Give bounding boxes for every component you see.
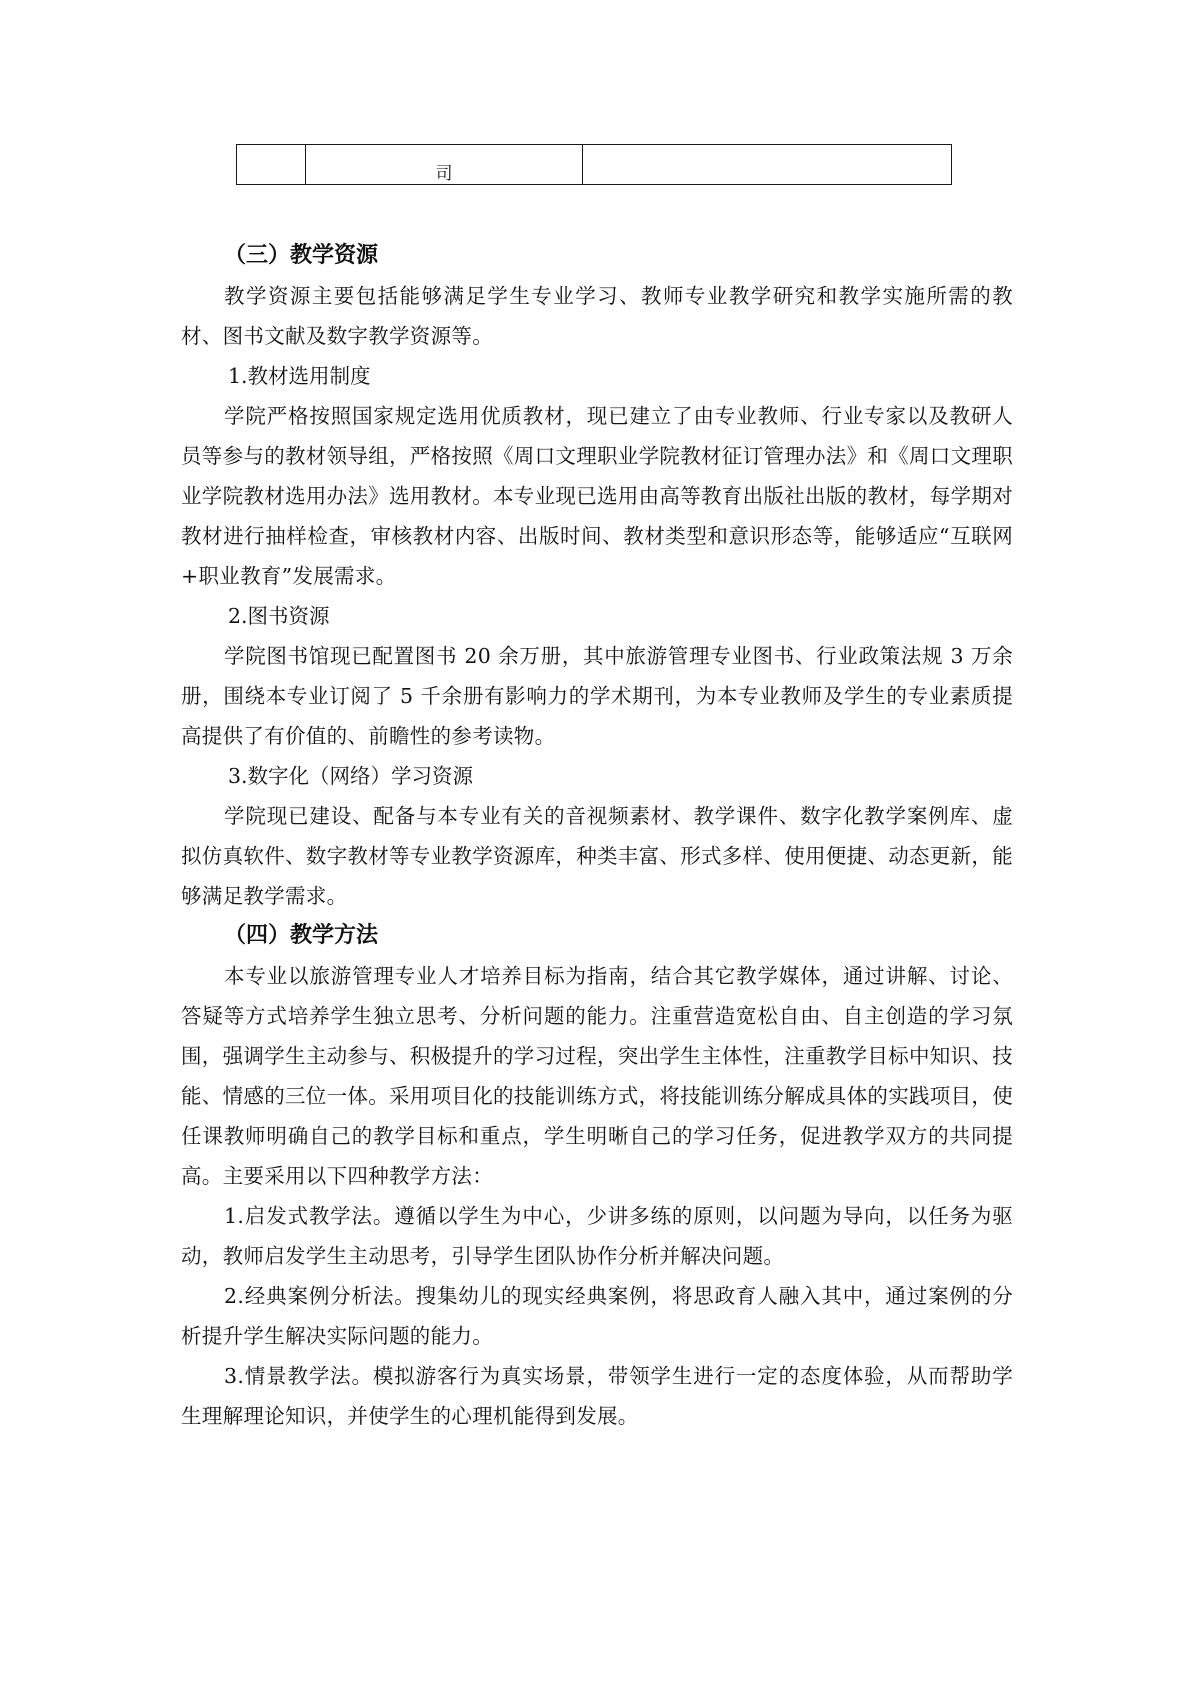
document-body [181,236,1013,1436]
table-cell [237,145,306,185]
section-intro-paragraph: 教学资源主要包括能够满足学生专业学习、教师专业教学研究和教学实施所需的教材、图书文献及数字教学资源等。 [181,284,1013,348]
continued-table [236,144,952,185]
method-paragraph-heuristic: 1.启发式教学法。遵循以学生为中心，少讲多练的原则，以问题为导向，以任务为驱动，教师启发学生主动思考，引导学生团队协作分析并解决问题。 [181,1204,1013,1268]
section-intro-paragraph: 本专业以旅游管理专业人才培养目标为指南，结合其它教学媒体，通过讲解、讨论、答疑等方式培养学生独立思考、分析问题的能力。注重营造宽松自由、自主创造的学习氛围，强调学生主动参与、积极提升的学习过程，突出学生主体性，注重教学目标中知识、技能、情感的三位一体。采用项目化的技能训练方式，将技能训练分解成具体的实践项目，使任课教师明确自己的教学目标和重点，学生明晰自己的学习任务，促进教学双方的共同提高。主要采用以下四种教学方法： [181,964,1013,1188]
table-cell [583,145,952,185]
table-cell [306,145,583,185]
method-paragraph-case-analysis: 2.经典案例分析法。搜集幼儿的现实经典案例，将思政育人融入其中，通过案例的分析提升学生解决实际问题的能力。 [181,1284,1013,1348]
table-row [237,145,952,185]
subsection-title-textbooks: 1.教材选用制度 [228,364,371,388]
subsection-paragraph-library: 学院图书馆现已配置图书 20 余万册，其中旅游管理专业图书、行业政策法规 3 万余册，围绕本专业订阅了 5 千余册有影响力的学术期刊，为本专业教师及学生的专业素质提高提供了有价值的、前瞻性的参考读物。 [181,644,1013,748]
section-heading-teaching-methods: （四）教学方法 [224,923,379,948]
method-paragraph-situational: 3.情景教学法。模拟游客行为真实场景，带领学生进行一定的态度体验，从而帮助学生理解理论知识，并使学生的心理机能得到发展。 [181,1364,1013,1428]
table-cell-text: 司 [435,164,453,184]
subsection-paragraph-digital-resources: 学院现已建设、配备与本专业有关的音视频素材、教学课件、数字化教学案例库、虚拟仿真软件、数字教材等专业教学资源库，种类丰富、形式多样、使用便捷、动态更新，能够满足教学需求。 [181,804,1013,908]
subsection-title-library: 2.图书资源 [228,604,330,628]
subsection-paragraph-textbooks: 学院严格按照国家规定选用优质教材，现已建立了由专业教师、行业专家以及教研人员等参与的教材领导组，严格按照《周口文理职业学院教材征订管理办法》和《周口文理职业学院教材选用办法》选用教材。本专业现已选用由高等教育出版社出版的教材，每学期对教材进行抽样检查，审核教材内容、出版时间、教材类型和意识形态等，能够适应“互联网+职业教育”发展需求。 [181,404,1013,588]
subsection-title-digital-resources: 3.数字化（网络）学习资源 [228,764,474,788]
section-heading-teaching-resources: （三）教学资源 [224,243,379,268]
